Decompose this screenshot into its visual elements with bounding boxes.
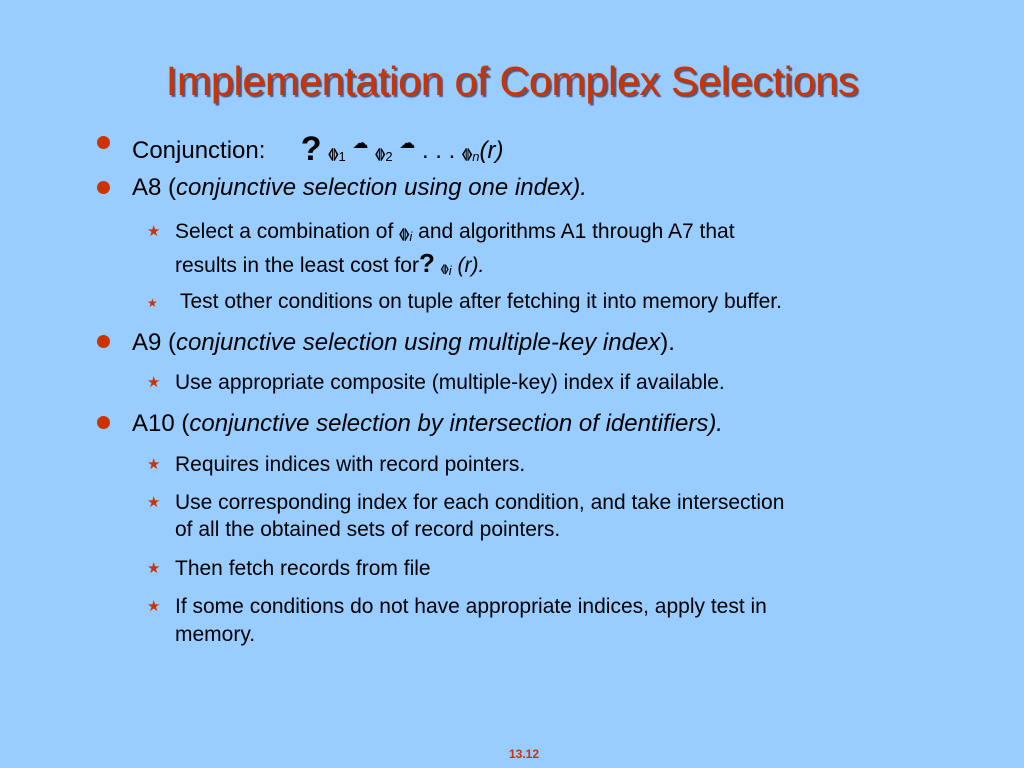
star-icon: ★ xyxy=(147,223,161,240)
a8-sub2-text: Test other conditions on tuple after fetching it into memory buffer. xyxy=(180,290,782,313)
a10-description: conjunctive selection by intersection of identifiers). xyxy=(189,410,723,437)
a10-sub1-text: Requires indices with record pointers. xyxy=(175,453,526,476)
open-paren: ( xyxy=(168,174,177,201)
a10-label: A10 xyxy=(132,410,175,437)
star-icon: ★ xyxy=(147,560,161,577)
a9-label: A9 xyxy=(132,329,162,356)
and-icon: ☁ xyxy=(352,133,369,152)
slide-title: Implementation of Complex Selections xyxy=(165,58,859,104)
subscript-n: n xyxy=(472,149,480,164)
and-icon: ☁ xyxy=(399,133,416,152)
star-icon: ★ xyxy=(147,598,161,615)
bullet-icon xyxy=(97,335,110,348)
open-paren: ( xyxy=(168,329,177,356)
conjunction-line xyxy=(132,129,503,171)
star-icon: ★ xyxy=(147,494,161,511)
ellipsis: . . . xyxy=(421,137,456,164)
a10-sub3-text: Then fetch records from file xyxy=(175,557,431,580)
subscript-i: i xyxy=(448,263,452,278)
a10-sub4-line1: If some conditions do not have appropriate indices, apply test in xyxy=(175,595,767,618)
a10-line xyxy=(132,410,723,438)
a9-line xyxy=(132,329,675,357)
a9-sub1-text: Use appropriate composite (multiple-key) index if available. xyxy=(175,371,725,394)
a8-description: conjunctive selection using one index). xyxy=(176,174,587,201)
relation-r: (r) xyxy=(479,137,504,164)
a9-description: conjunctive selection using multiple-key index xyxy=(176,329,661,356)
star-icon: ★ xyxy=(147,456,161,473)
a8-sub1-line2-text: results in the least cost for xyxy=(175,254,419,277)
a10-sub4-line2: memory. xyxy=(175,623,256,646)
subscript-2: 2 xyxy=(385,149,393,164)
a9-sub1 xyxy=(175,369,725,397)
a8-sub1-line2 xyxy=(175,249,484,285)
a8-sub1-text-before: Select a combination of xyxy=(175,220,394,243)
bullet-icon xyxy=(97,181,110,194)
star-icon: ★ xyxy=(147,296,158,310)
a8-line xyxy=(132,174,587,202)
theta-icon: ⦉⦊ xyxy=(399,226,410,242)
subscript-1: 1 xyxy=(338,149,346,164)
bullet-icon xyxy=(97,416,110,429)
star-icon: ★ xyxy=(147,374,161,391)
a8-sub2 xyxy=(180,288,782,316)
relation-r: (r). xyxy=(457,254,485,277)
a10-sub1 xyxy=(175,451,525,479)
open-paren: ( xyxy=(181,410,190,437)
theta-icon: ⦉⦊ xyxy=(375,146,386,162)
bullet-icon xyxy=(97,136,110,149)
theta-icon: ⦉⦊ xyxy=(328,146,339,162)
a8-sub1 xyxy=(175,218,735,251)
theta-icon: ⦉⦊ xyxy=(461,146,473,162)
close-paren: ). xyxy=(660,329,675,356)
theta-icon: ⦉⦊ xyxy=(440,262,449,275)
a10-sub2-line2: of all the obtained sets of record pointers. xyxy=(175,518,561,541)
a10-sub3 xyxy=(175,555,431,583)
a8-sub1-text-after: and algorithms A1 through A7 that xyxy=(418,220,735,243)
selection-sigma-icon: ? xyxy=(300,130,322,168)
page-number: 13.12 xyxy=(508,747,540,761)
a8-label: A8 xyxy=(132,174,162,201)
conjunction-label: Conjunction: xyxy=(132,137,266,164)
a10-sub2-line1: Use corresponding index for each condition, and take intersection xyxy=(175,491,785,514)
subscript-i: i xyxy=(409,229,413,244)
selection-sigma-icon: ? xyxy=(418,248,435,278)
